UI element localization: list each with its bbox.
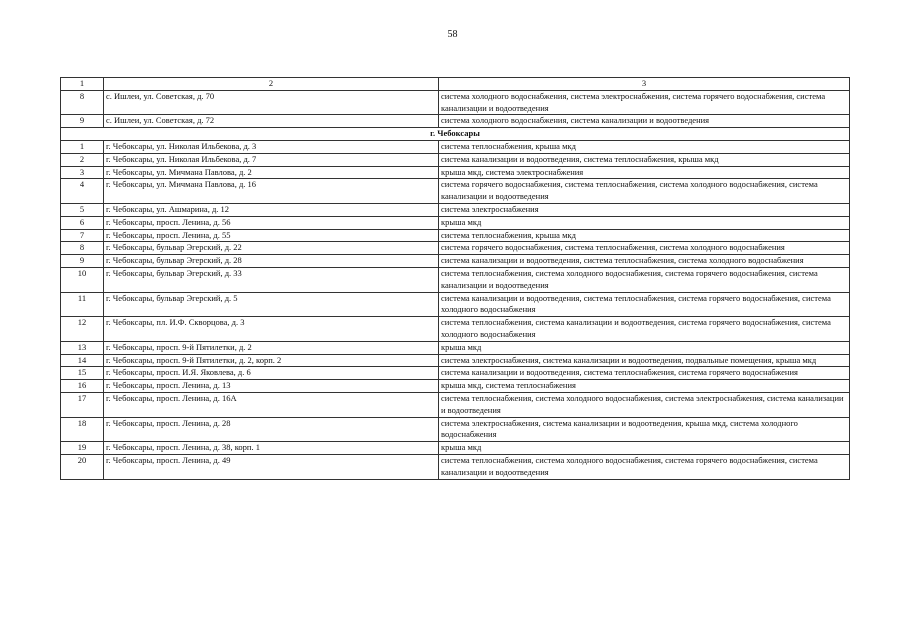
row-address: г. Чебоксары, пл. И.Ф. Скворцова, д. 3 [104, 317, 439, 342]
row-address: г. Чебоксары, просп. Ленина, д. 28 [104, 417, 439, 442]
table-row [61, 380, 850, 393]
row-number: 11 [61, 292, 104, 317]
table-header-row [61, 78, 850, 91]
row-number: 12 [61, 317, 104, 342]
row-systems: система канализации и водоотведения, система теплоснабжения, система горячего водоснабжения, система холодного водоснабжения [439, 292, 850, 317]
table-row [61, 166, 850, 179]
section-row [61, 128, 850, 141]
header-cell-systems: 3 [439, 78, 850, 91]
row-address: г. Чебоксары, просп. Ленина, д. 16А [104, 392, 439, 417]
row-systems: крыша мкд [439, 442, 850, 455]
row-address: г. Чебоксары, ул. Мичмана Павлова, д. 2 [104, 166, 439, 179]
repair-table [60, 77, 850, 480]
row-systems: система теплоснабжения, крыша мкд [439, 140, 850, 153]
row-address: г. Чебоксары, бульвар Эгерский, д. 28 [104, 255, 439, 268]
table-row [61, 367, 850, 380]
row-address: г. Чебоксары, просп. 9-й Пятилетки, д. 2, корп. 2 [104, 354, 439, 367]
row-number: 16 [61, 380, 104, 393]
row-address: г. Чебоксары, бульвар Эгерский, д. 5 [104, 292, 439, 317]
row-number: 1 [61, 140, 104, 153]
table-row [61, 203, 850, 216]
row-address: с. Ишлеи, ул. Советская, д. 72 [104, 115, 439, 128]
row-address: г. Чебоксары, ул. Мичмана Павлова, д. 16 [104, 179, 439, 204]
table-row [61, 442, 850, 455]
header-cell-number: 1 [61, 78, 104, 91]
row-address: г. Чебоксары, просп. Ленина, д. 38, корп. 1 [104, 442, 439, 455]
row-systems: крыша мкд, система теплоснабжения [439, 380, 850, 393]
page-number: 58 [447, 29, 458, 40]
row-systems: система теплоснабжения, система холодного водоснабжения, система горячего водоснабжения, система канализации и водоотведения [439, 454, 850, 479]
row-number: 8 [61, 242, 104, 255]
row-address: с. Ишлеи, ул. Советская, д. 70 [104, 90, 439, 115]
row-address: г. Чебоксары, ул. Ашмарина, д. 12 [104, 203, 439, 216]
row-systems: система теплоснабжения, крыша мкд [439, 229, 850, 242]
row-address: г. Чебоксары, просп. Ленина, д. 55 [104, 229, 439, 242]
table-row [61, 179, 850, 204]
row-number: 8 [61, 90, 104, 115]
row-systems: система горячего водоснабжения, система теплоснабжения, система холодного водоснабжения [439, 242, 850, 255]
row-number: 20 [61, 454, 104, 479]
row-systems: система теплоснабжения, система холодного водоснабжения, система электроснабжения, система канализации и водоотведения [439, 392, 850, 417]
row-systems: крыша мкд [439, 341, 850, 354]
row-number: 17 [61, 392, 104, 417]
row-address: г. Чебоксары, просп. 9-й Пятилетки, д. 2 [104, 341, 439, 354]
row-number: 19 [61, 442, 104, 455]
row-address: г. Чебоксары, ул. Николая Ильбекова, д. 7 [104, 153, 439, 166]
table-row [61, 341, 850, 354]
row-number: 6 [61, 216, 104, 229]
row-address: г. Чебоксары, просп. Ленина, д. 56 [104, 216, 439, 229]
row-systems: система теплоснабжения, система канализации и водоотведения, система горячего водоснабжения, система холодного водоснабжения [439, 317, 850, 342]
table-row [61, 255, 850, 268]
row-systems: система электроснабжения, система канализации и водоотведения, подвальные помещения, крыша мкд [439, 354, 850, 367]
row-number: 4 [61, 179, 104, 204]
table-row [61, 90, 850, 115]
table-row [61, 454, 850, 479]
table-row [61, 242, 850, 255]
row-number: 15 [61, 367, 104, 380]
section-title: г. Чебоксары [61, 128, 850, 141]
row-systems: система горячего водоснабжения, система теплоснабжения, система холодного водоснабжения, система канализации и водоотведения [439, 179, 850, 204]
row-address: г. Чебоксары, ул. Николая Ильбекова, д. 3 [104, 140, 439, 153]
row-number: 3 [61, 166, 104, 179]
row-address: г. Чебоксары, бульвар Эгерский, д. 33 [104, 267, 439, 292]
table-row [61, 392, 850, 417]
row-systems: система электроснабжения [439, 203, 850, 216]
table-row [61, 153, 850, 166]
row-address: г. Чебоксары, просп. Ленина, д. 49 [104, 454, 439, 479]
row-systems: система холодного водоснабжения, система канализации и водоотведения [439, 115, 850, 128]
row-systems: крыша мкд [439, 216, 850, 229]
table-row [61, 417, 850, 442]
row-systems: система теплоснабжения, система холодного водоснабжения, система горячего водоснабжения, система канализации и водоотведения [439, 267, 850, 292]
row-systems: система холодного водоснабжения, система электроснабжения, система горячего водоснабжения, система канализации и водоотведения [439, 90, 850, 115]
table-row [61, 292, 850, 317]
row-systems: система канализации и водоотведения, система теплоснабжения, система холодного водоснабжения [439, 255, 850, 268]
row-number: 9 [61, 115, 104, 128]
table-row [61, 267, 850, 292]
table-row [61, 216, 850, 229]
row-number: 9 [61, 255, 104, 268]
row-systems: система канализации и водоотведения, система теплоснабжения, крыша мкд [439, 153, 850, 166]
table-row [61, 115, 850, 128]
row-systems: система канализации и водоотведения, система теплоснабжения, система горячего водоснабжения [439, 367, 850, 380]
table-row [61, 229, 850, 242]
table-row [61, 317, 850, 342]
row-number: 7 [61, 229, 104, 242]
row-address: г. Чебоксары, просп. Ленина, д. 13 [104, 380, 439, 393]
row-address: г. Чебоксары, просп. И.Я. Яковлева, д. 6 [104, 367, 439, 380]
row-number: 13 [61, 341, 104, 354]
table-body [61, 78, 850, 480]
table-row [61, 354, 850, 367]
table-row [61, 140, 850, 153]
row-number: 2 [61, 153, 104, 166]
row-number: 10 [61, 267, 104, 292]
row-number: 18 [61, 417, 104, 442]
row-systems: крыша мкд, система электроснабжения [439, 166, 850, 179]
row-address: г. Чебоксары, бульвар Эгерский, д. 22 [104, 242, 439, 255]
row-number: 5 [61, 203, 104, 216]
header-cell-address: 2 [104, 78, 439, 91]
row-systems: система электроснабжения, система канализации и водоотведения, крыша мкд, система холодного водоснабжения [439, 417, 850, 442]
row-number: 14 [61, 354, 104, 367]
